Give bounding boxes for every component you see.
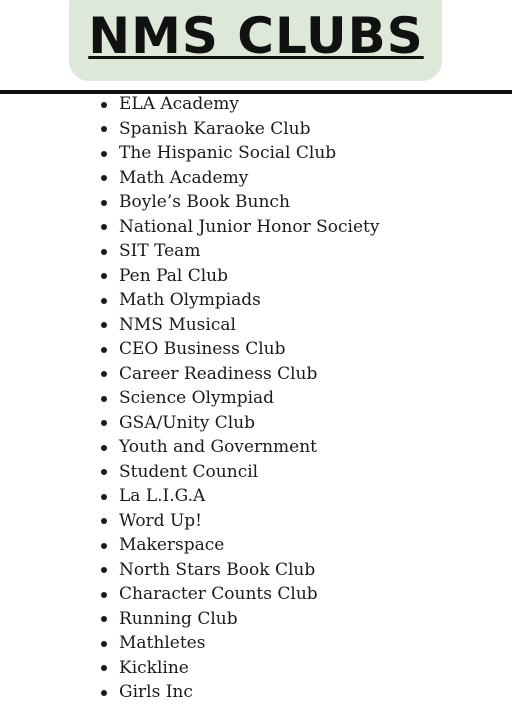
club-name: The Hispanic Social Club — [119, 143, 337, 163]
bullet-icon — [101, 567, 107, 573]
list-item — [96, 141, 379, 166]
club-name: Makerspace — [119, 535, 225, 555]
club-name: Kickline — [119, 657, 189, 678]
list-item — [96, 264, 379, 289]
club-name: Character Counts Club — [119, 584, 318, 604]
club-name: NMS Musical — [119, 314, 236, 335]
list-item — [96, 607, 379, 632]
bullet-icon — [101, 102, 107, 108]
bullet-icon — [101, 249, 107, 255]
page-title: NMS CLUBS — [88, 7, 424, 65]
list-item — [96, 190, 379, 215]
club-name: National Junior Honor Society — [119, 216, 380, 237]
list-item — [96, 239, 379, 264]
list-item — [96, 313, 379, 338]
club-name: Boyle’s Book Bunch — [119, 192, 290, 212]
club-name: Spanish Karaoke Club — [119, 118, 311, 139]
bullet-icon — [101, 347, 107, 353]
list-item — [96, 386, 379, 411]
bullet-icon — [101, 592, 107, 598]
bullet-icon — [101, 371, 107, 377]
list-item — [96, 631, 379, 656]
list-item — [96, 484, 379, 509]
list-item — [96, 166, 379, 191]
club-name: Student Council — [119, 461, 259, 482]
list-item — [96, 558, 379, 583]
club-name: Mathletes — [119, 633, 206, 653]
list-item — [96, 215, 379, 240]
club-name: Girls Inc — [119, 682, 193, 702]
list-item — [96, 411, 379, 436]
list-item — [96, 288, 379, 313]
list-item — [96, 680, 379, 705]
bullet-icon — [101, 445, 107, 451]
club-name: SIT Team — [119, 241, 201, 261]
list-item — [96, 582, 379, 607]
club-name: CEO Business Club — [119, 339, 286, 359]
club-name: GSA/Unity Club — [119, 412, 256, 433]
bullet-icon — [101, 298, 107, 304]
club-list — [96, 92, 379, 705]
bullet-icon — [101, 494, 107, 500]
list-item — [96, 92, 379, 117]
bullet-icon — [101, 224, 107, 230]
list-item — [96, 656, 379, 681]
club-name: Science Olympiad — [119, 388, 275, 408]
club-name: Math Academy — [119, 167, 249, 188]
club-name: Word Up! — [119, 510, 203, 531]
bullet-icon — [101, 543, 107, 549]
bullet-icon — [101, 151, 107, 157]
club-name: Math Olympiads — [119, 290, 261, 310]
club-name: ELA Academy — [119, 94, 239, 114]
club-name: Pen Pal Club — [119, 265, 229, 286]
club-name: Running Club — [119, 608, 238, 629]
club-name: Career Readiness Club — [119, 363, 318, 384]
bullet-icon — [101, 200, 107, 206]
club-name: Youth and Government — [119, 437, 317, 457]
bullet-icon — [101, 175, 107, 181]
bullet-icon — [101, 641, 107, 647]
bullet-icon — [101, 518, 107, 524]
list-item — [96, 435, 379, 460]
list-item — [96, 362, 379, 387]
list-item — [96, 117, 379, 142]
club-name: La L.I.G.A — [119, 486, 206, 506]
bullet-icon — [101, 396, 107, 402]
bullet-icon — [101, 616, 107, 622]
list-item — [96, 509, 379, 534]
bullet-icon — [101, 322, 107, 328]
bullet-icon — [101, 690, 107, 696]
bullet-icon — [101, 469, 107, 475]
list-item — [96, 337, 379, 362]
list-item — [96, 460, 379, 485]
club-name: North Stars Book Club — [119, 559, 316, 580]
bullet-icon — [101, 273, 107, 279]
bullet-icon — [101, 126, 107, 132]
list-item — [96, 533, 379, 558]
bullet-icon — [101, 420, 107, 426]
bullet-icon — [101, 665, 107, 671]
